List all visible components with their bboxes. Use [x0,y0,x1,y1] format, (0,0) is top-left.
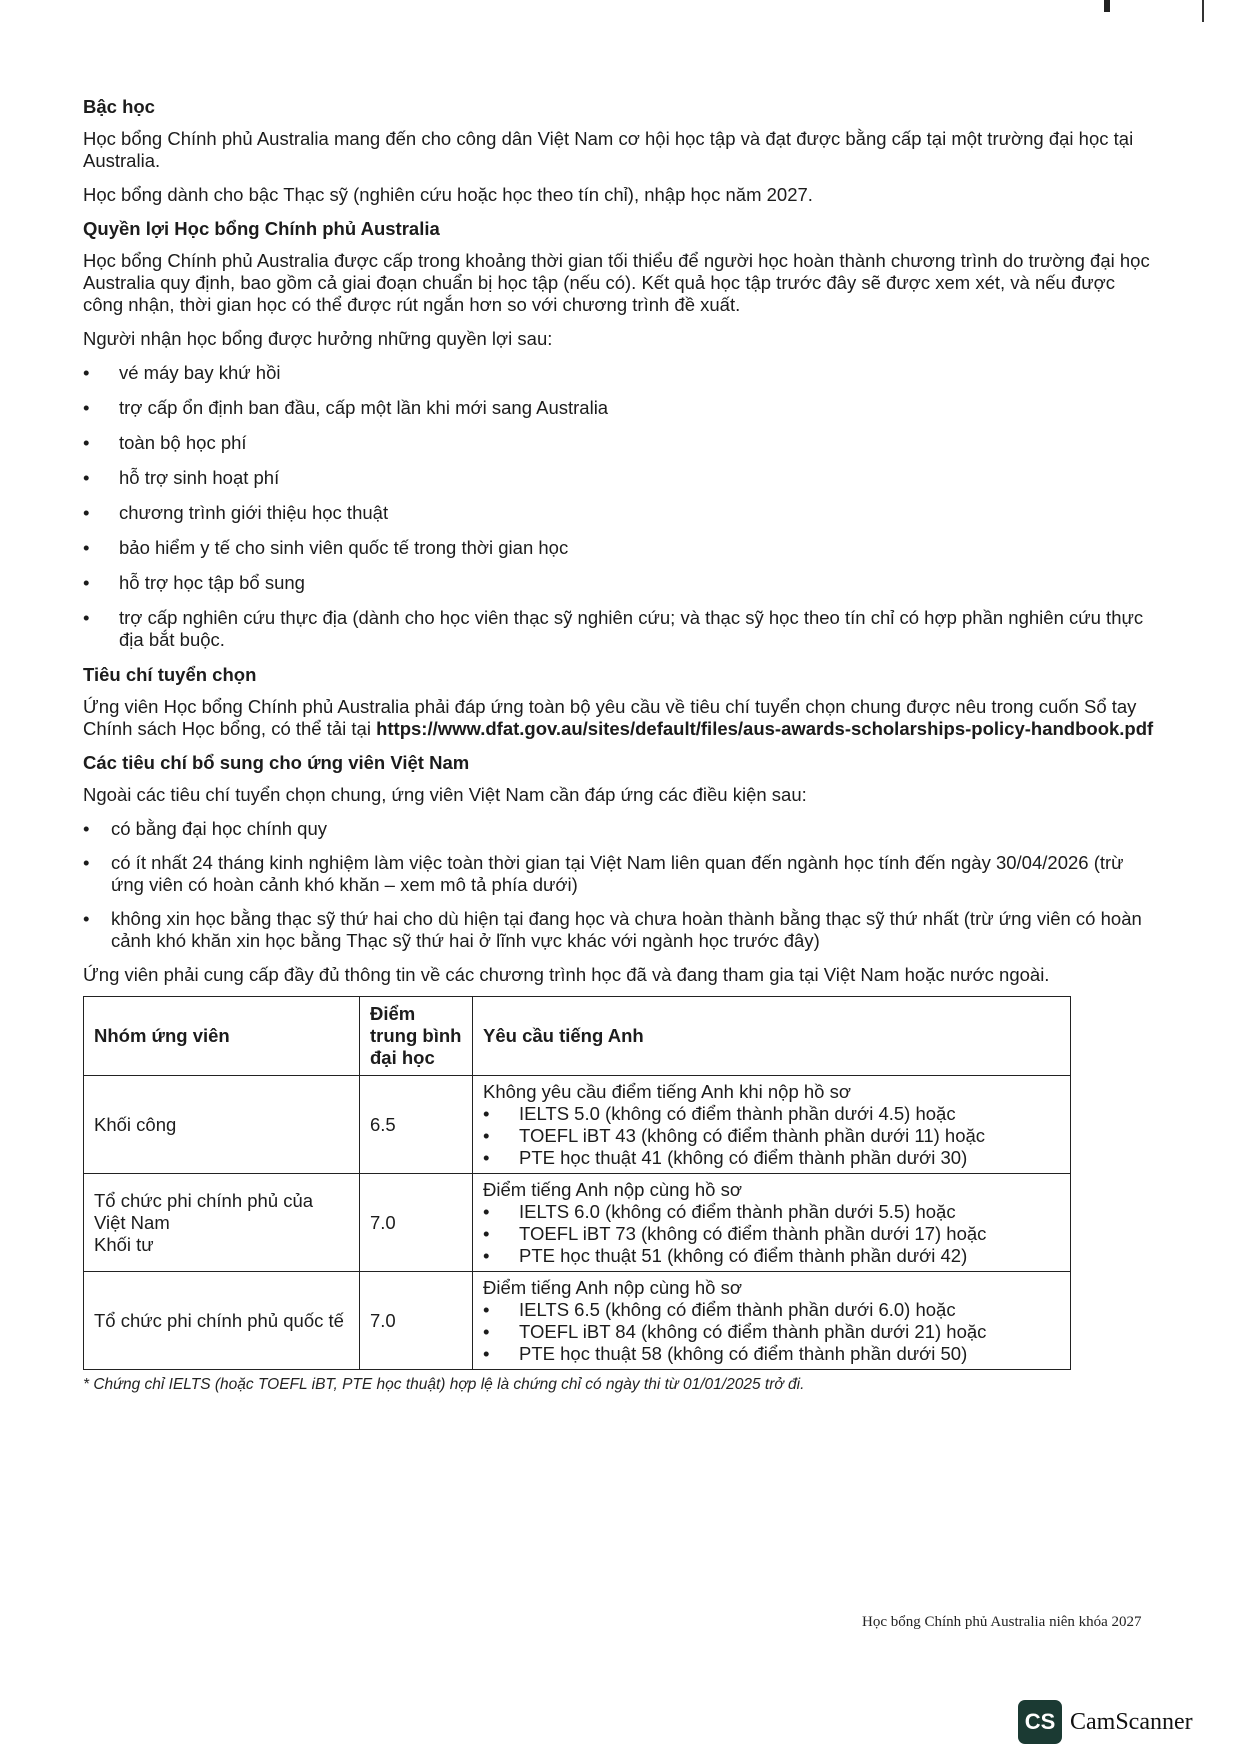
list-item: • hỗ trợ sinh hoạt phí [83,467,1158,489]
extra-intro: Ngoài các tiêu chí tuyển chọn chung, ứng viên Việt Nam cần đáp ứng các điều kiện sau: [83,784,807,805]
level-paragraph-2: Học bổng dành cho bậc Thạc sỹ (nghiên cứu hoặc học theo tín chỉ), nhập học năm 2027. [83,184,813,205]
heading-level: Bậc học [83,96,155,117]
requirement-list [483,1201,1060,1267]
list-item: • IELTS 6.0 (không có điểm thành phần dưới 5.5) hoặc [483,1201,1060,1223]
list-item: • bảo hiểm y tế cho sinh viên quốc tế trong thời gian học [83,537,1158,559]
heading-extra-criteria: Các tiêu chí bổ sung cho ứng viên Việt Nam [83,752,470,773]
level-paragraph-1: Học bổng Chính phủ Australia mang đến cho công dân Việt Nam cơ hội học tập và đạt được bằng cấp tại một trường đại học tại Australia. [83,128,1134,171]
cell-english [473,1076,1071,1174]
requirement-title: Điểm tiếng Anh nộp cùng hồ sơ [483,1179,742,1200]
table-row [84,1076,1071,1174]
header-group: Nhóm ứng viên [84,997,360,1076]
list-item: • PTE học thuật 51 (không có điểm thành phần dưới 42) [483,1245,1060,1267]
list-item: • toàn bộ học phí [83,432,1158,454]
header-english: Yêu cầu tiếng Anh [473,997,1071,1076]
cell-english [473,1174,1071,1272]
list-item: • có ít nhất 24 tháng kinh nghiệm làm việc toàn thời gian tại Việt Nam liên quan đến ngành học tính đến ngày 30/04/2026 (trừ ứng viên có hoàn cảnh khó khăn – xem mô tả phía dưới) [83,852,1158,896]
table-row [84,1272,1071,1370]
list-item: • vé máy bay khứ hồi [83,362,1158,384]
english-requirements-table [83,996,1071,1370]
list-item: • PTE học thuật 41 (không có điểm thành phần dưới 30) [483,1147,1060,1169]
list-item: • PTE học thuật 58 (không có điểm thành phần dưới 50) [483,1343,1060,1365]
camscanner-text: CamScanner [1070,1708,1193,1735]
benefits-list [83,362,1158,651]
cell-gpa: 7.0 [360,1174,473,1272]
requirement-title: Điểm tiếng Anh nộp cùng hồ sơ [483,1277,742,1298]
scan-mark [1104,0,1110,12]
camscanner-watermark [1018,1700,1193,1744]
cell-gpa: 7.0 [360,1272,473,1370]
list-item: • trợ cấp nghiên cứu thực địa (dành cho học viên thạc sỹ nghiên cứu; và thạc sỹ học theo tín chỉ có hợp phần nghiên cứu thực địa bắt buộc. [83,607,1158,651]
camscanner-logo-icon: CS [1018,1700,1062,1744]
scan-edge [1202,0,1204,22]
requirement-list [483,1103,1060,1169]
header-gpa: Điểm trung bình đại học [360,997,473,1076]
table-footnote: * Chứng chỉ IELTS (hoặc TOEFL iBT, PTE học thuật) hợp lệ là chứng chỉ có ngày thi từ 01/01/2025 trở đi. [83,1376,805,1393]
criteria-text: Ứng viên Học bổng Chính phủ Australia phải đáp ứng toàn bộ yêu cầu về tiêu chí tuyển chọn chung được nêu trong cuốn Sổ tay Chính sách Học bổng, có thể tải tại [83,696,1137,739]
list-item: • không xin học bằng thạc sỹ thứ hai cho dù hiện tại đang học và chưa hoàn thành bằng thạc sỹ thứ nhất (trừ ứng viên có hoàn cảnh khó khăn xin học bằng Thạc sỹ thứ hai ở lĩnh vực khác với ngành học trước đây) [83,908,1158,952]
requirement-title: Không yêu cầu điểm tiếng Anh khi nộp hồ sơ [483,1081,851,1102]
list-item: • IELTS 5.0 (không có điểm thành phần dưới 4.5) hoặc [483,1103,1060,1125]
handbook-link[interactable]: https://www.dfat.gov.au/sites/default/files/aus-awards-scholarships-policy-handbook.pdf [376,718,1154,739]
benefits-paragraph-1: Học bổng Chính phủ Australia được cấp trong khoảng thời gian tối thiểu để người học hoàn thành chương trình do trường đại học Australia quy định, bao gồm cả giai đoạn chuẩn bị học tập (nếu có). Kết quả học tập trước đây sẽ được xem xét, và nếu được công nhận, thời gian học có thể được rút ngắn hơn so với chương trình đề xuất. [83,250,1150,315]
cell-english [473,1272,1071,1370]
table-header-row [84,997,1071,1076]
list-item: • có bằng đại học chính quy [83,818,1158,840]
cell-group: Khối công [84,1076,360,1174]
cell-group: Tổ chức phi chính phủ quốc tế [84,1272,360,1370]
extra-criteria-list [83,818,1158,952]
requirement-list [483,1299,1060,1365]
heading-criteria: Tiêu chí tuyển chọn [83,664,257,685]
cell-group: Tổ chức phi chính phủ của Việt Nam Khối tư [84,1174,360,1272]
list-item: • IELTS 6.5 (không có điểm thành phần dưới 6.0) hoặc [483,1299,1060,1321]
benefits-paragraph-2: Người nhận học bổng được hưởng những quyền lợi sau: [83,328,553,349]
list-item: • chương trình giới thiệu học thuật [83,502,1158,524]
list-item: • TOEFL iBT 84 (không có điểm thành phần dưới 21) hoặc [483,1321,1060,1343]
table-row [84,1174,1071,1272]
list-item: • TOEFL iBT 73 (không có điểm thành phần dưới 17) hoặc [483,1223,1060,1245]
list-item: • TOEFL iBT 43 (không có điểm thành phần dưới 11) hoặc [483,1125,1060,1147]
page-footer: Học bổng Chính phủ Australia niên khóa 2027 [862,1614,1142,1630]
cell-gpa: 6.5 [360,1076,473,1174]
extra-closing: Ứng viên phải cung cấp đầy đủ thông tin về các chương trình học đã và đang tham gia tại Việt Nam hoặc nước ngoài. [83,964,1050,985]
heading-benefits: Quyền lợi Học bổng Chính phủ Australia [83,218,440,239]
list-item: • hỗ trợ học tập bổ sung [83,572,1158,594]
document-content [83,96,1158,1396]
list-item: • trợ cấp ổn định ban đầu, cấp một lần khi mới sang Australia [83,397,1158,419]
criteria-paragraph [83,696,1158,740]
